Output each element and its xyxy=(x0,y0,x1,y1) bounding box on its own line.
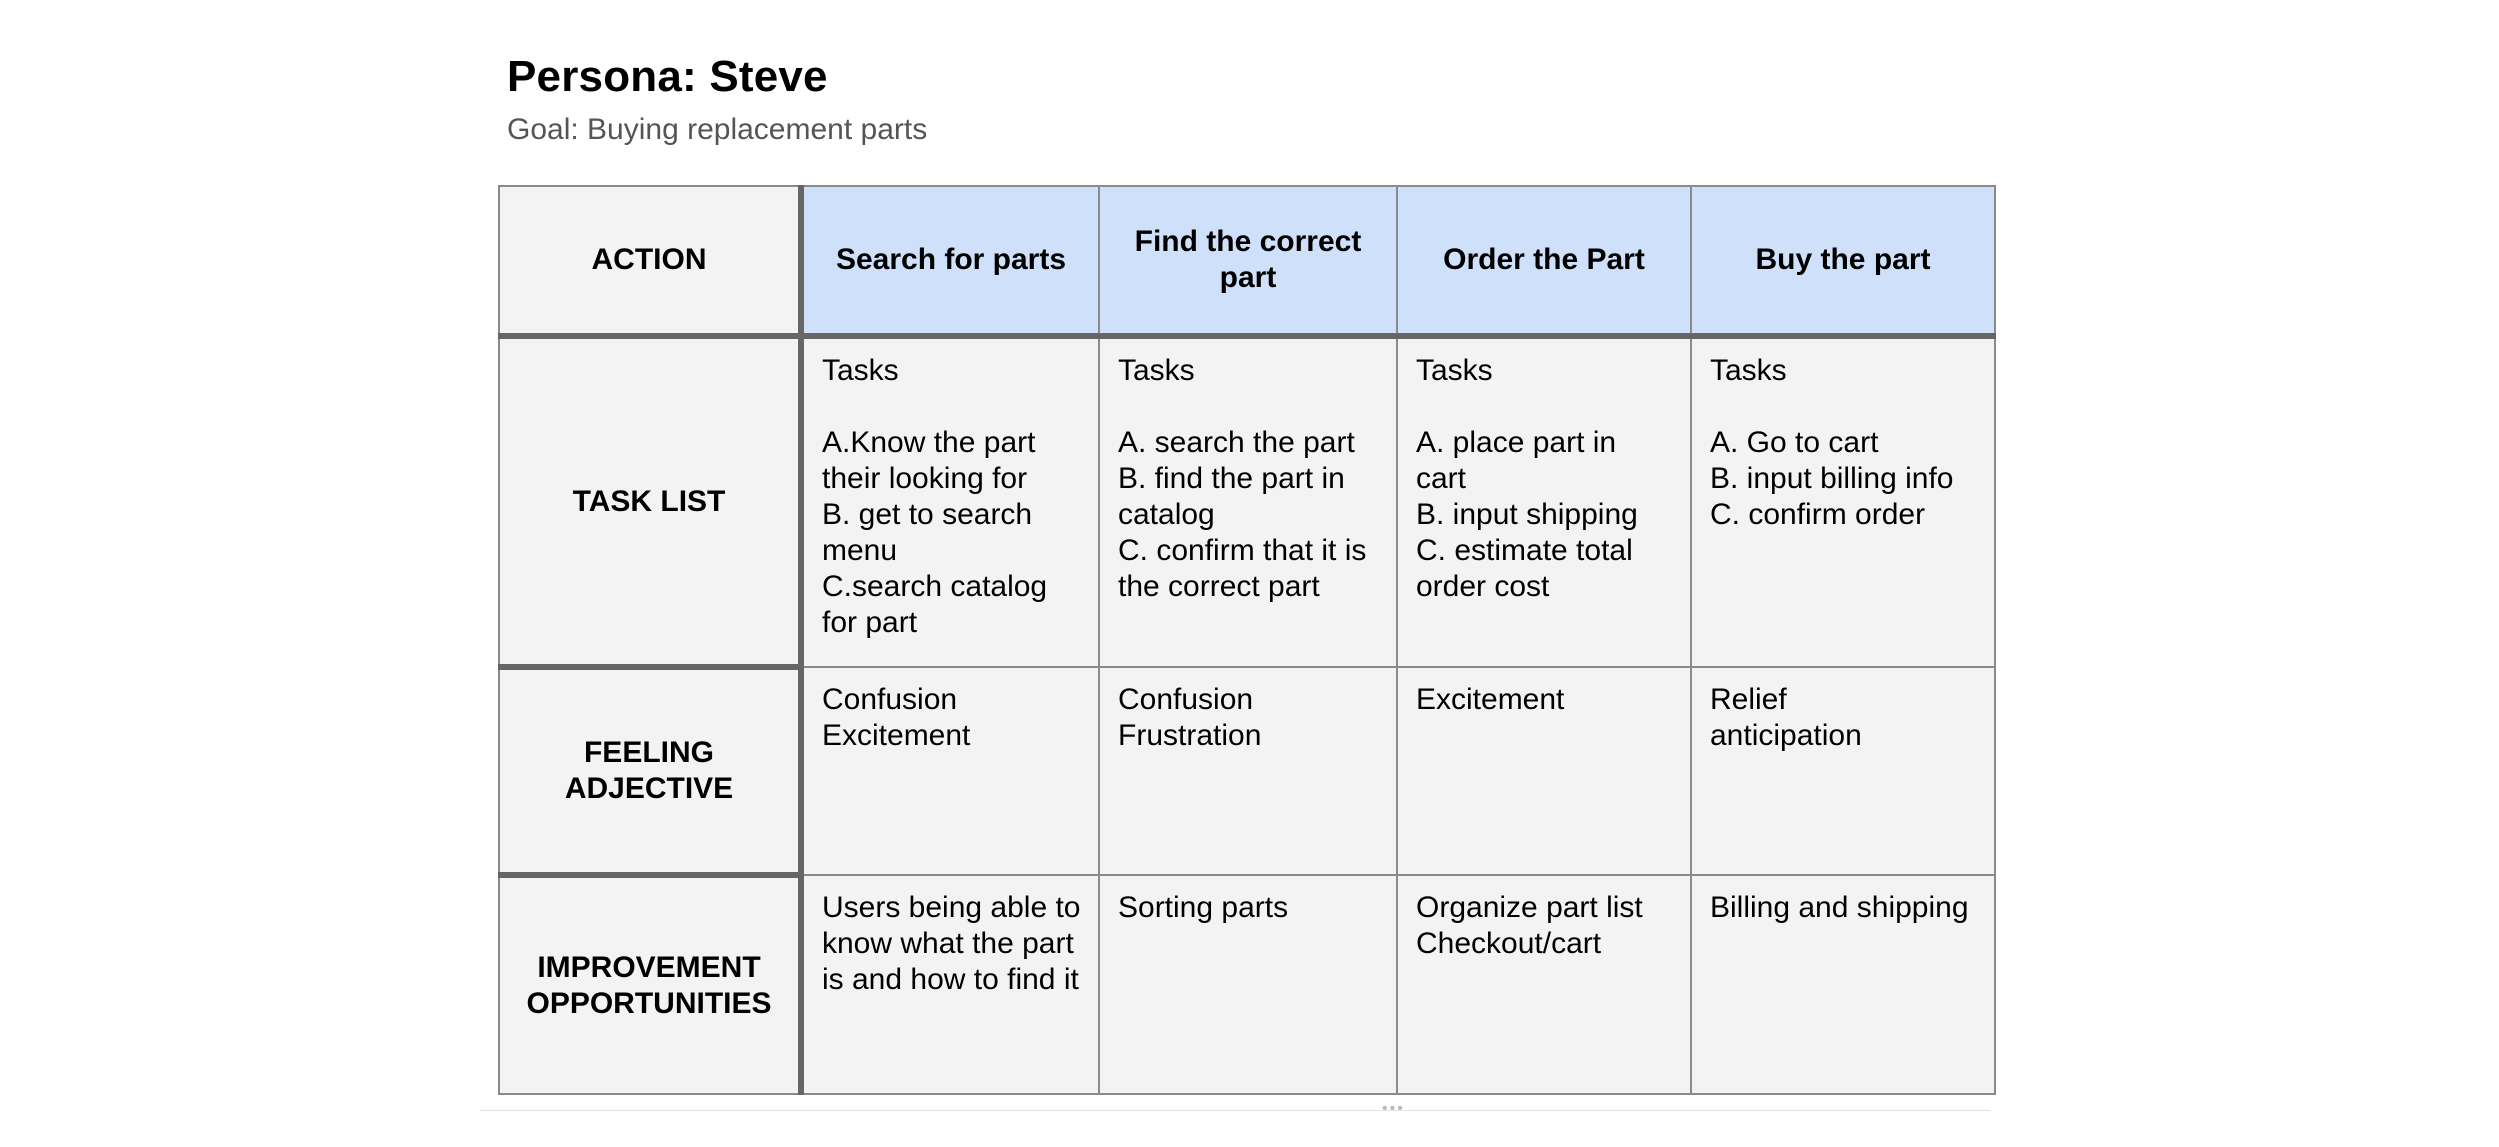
improvement-cell-search: Users being able to know what the part is and how to find it xyxy=(801,875,1099,1094)
task-cell-buy: Tasks A. Go to cart B. input billing info C. confirm order xyxy=(1691,336,1995,667)
task-cell-find: Tasks A. search the part B. find the part in catalog C. confirm that it is the correct part xyxy=(1099,336,1397,667)
persona-title: Persona: Steve xyxy=(507,52,828,101)
goal-subtitle: Goal: Buying replacement parts xyxy=(507,113,928,146)
task-cell-search: Tasks A.Know the part their looking for B. get to search menu C.search catalog for part xyxy=(801,336,1099,667)
column-header-search: Search for parts xyxy=(801,186,1099,336)
column-header-order: Order the Part xyxy=(1397,186,1691,336)
row-label-feeling-adjective: FEELING ADJECTIVE xyxy=(499,667,801,875)
improvement-opportunities-row xyxy=(499,875,1995,1094)
header-row xyxy=(499,186,1995,336)
improvement-cell-buy: Billing and shipping xyxy=(1691,875,1995,1094)
row-label-task-list: TASK LIST xyxy=(499,336,801,667)
row-label-improvement-opportunities: IMPROVEMENT OPPORTUNITIES xyxy=(499,875,801,1094)
column-header-find: Find the correct part xyxy=(1099,186,1397,336)
feeling-cell-buy: Relief anticipation xyxy=(1691,667,1995,875)
journey-map-table xyxy=(498,185,1996,1095)
feeling-cell-search: Confusion Excitement xyxy=(801,667,1099,875)
task-cell-order: Tasks A. place part in cart B. input shipping C. estimate total order cost xyxy=(1397,336,1691,667)
improvement-cell-find: Sorting parts xyxy=(1099,875,1397,1094)
improvement-cell-order: Organize part list Checkout/cart xyxy=(1397,875,1691,1094)
column-header-buy: Buy the part xyxy=(1691,186,1995,336)
task-list-row xyxy=(499,336,1995,667)
feeling-cell-order: Excitement xyxy=(1397,667,1691,875)
feeling-cell-find: Confusion Frustration xyxy=(1099,667,1397,875)
feeling-adjective-row xyxy=(499,667,1995,875)
resize-handle-icon[interactable]: ••• xyxy=(1382,1100,1405,1117)
page-bottom-divider xyxy=(480,1110,1990,1111)
column-header-action: ACTION xyxy=(499,186,801,336)
